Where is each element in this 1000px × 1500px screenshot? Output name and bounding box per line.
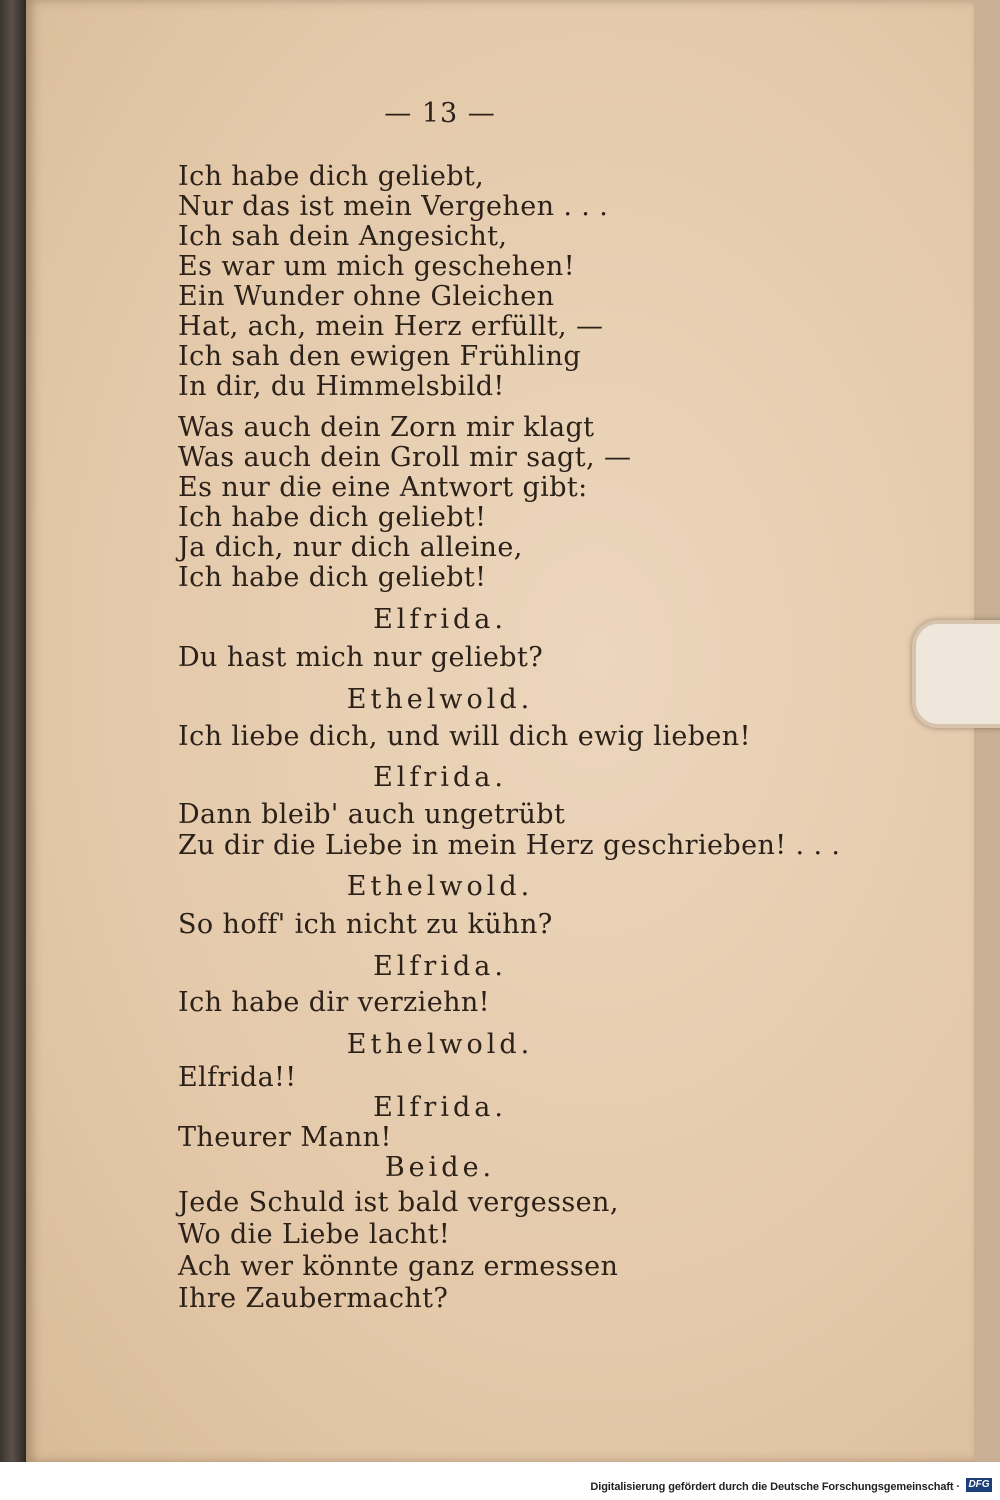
poem-line: Jede Schuld ist bald vergessen, [178,1187,619,1218]
poem-line: Wo die Liebe lacht! [178,1219,451,1250]
poem-line: Ein Wunder ohne Gleichen [178,281,555,312]
poem-line: Theurer Mann! [178,1122,392,1153]
bookmark-tab [912,620,1000,728]
poem-line: Ich sah dein Angesicht, [178,221,508,252]
poem-line: Ihre Zaubermacht? [178,1283,449,1314]
poem-line: Was auch dein Groll mir sagt, — [178,442,632,473]
poem-line: Elfrida!! [178,1062,297,1093]
speaker-name: Ethelwold. [346,1029,534,1060]
poem-line: Ich sah den ewigen Frühling [178,341,582,372]
speaker-name: Ethelwold. [346,871,534,902]
poem-line: Ja dich, nur dich alleine, [178,532,523,563]
poem-line: So hoff' ich nicht zu kühn? [178,909,553,940]
poem-line: Nur das ist mein Vergehen . . . [178,191,609,222]
page-edge [974,0,1000,1462]
poem-line: Dann bleib' auch ungetrübt [178,799,566,830]
poem-line: Ich habe dich geliebt! [178,502,487,533]
page-number: — 13 — [384,98,496,129]
poem-line: Ich liebe dich, und will dich ewig lieben! [178,721,751,752]
poem-line: In dir, du Himmelsbild! [178,371,505,402]
poem-line: Du hast mich nur geliebt? [178,642,544,673]
poem-line: Ich habe dir verziehn! [178,987,490,1018]
poem-line: Was auch dein Zorn mir klagt [178,412,595,443]
poem-line: Ich habe dich geliebt! [178,562,487,593]
speaker-name: Elfrida. [373,1092,507,1123]
poem-line: Ach wer könnte ganz ermessen [178,1251,619,1282]
speaker-name: Beide. [384,1152,496,1183]
poem-line: Es war um mich geschehen! [178,251,575,282]
speaker-name: Ethelwold. [346,684,534,715]
speaker-name: Elfrida. [373,762,507,793]
speaker-name: Elfrida. [373,951,507,982]
poem-line: Hat, ach, mein Herz erfüllt, — [178,311,604,342]
footer-credit: Digitalisierung gefördert durch die Deutsche Forschungsgemeinschaft · [590,1481,960,1493]
poem-line: Zu dir die Liebe in mein Herz geschrieben! . . . [178,830,841,861]
poem-line: Es nur die eine Antwort gibt: [178,472,588,503]
speaker-name: Elfrida. [373,604,507,635]
poem-line: Ich habe dich geliebt, [178,161,485,192]
dfg-logo: DFG [966,1478,992,1492]
